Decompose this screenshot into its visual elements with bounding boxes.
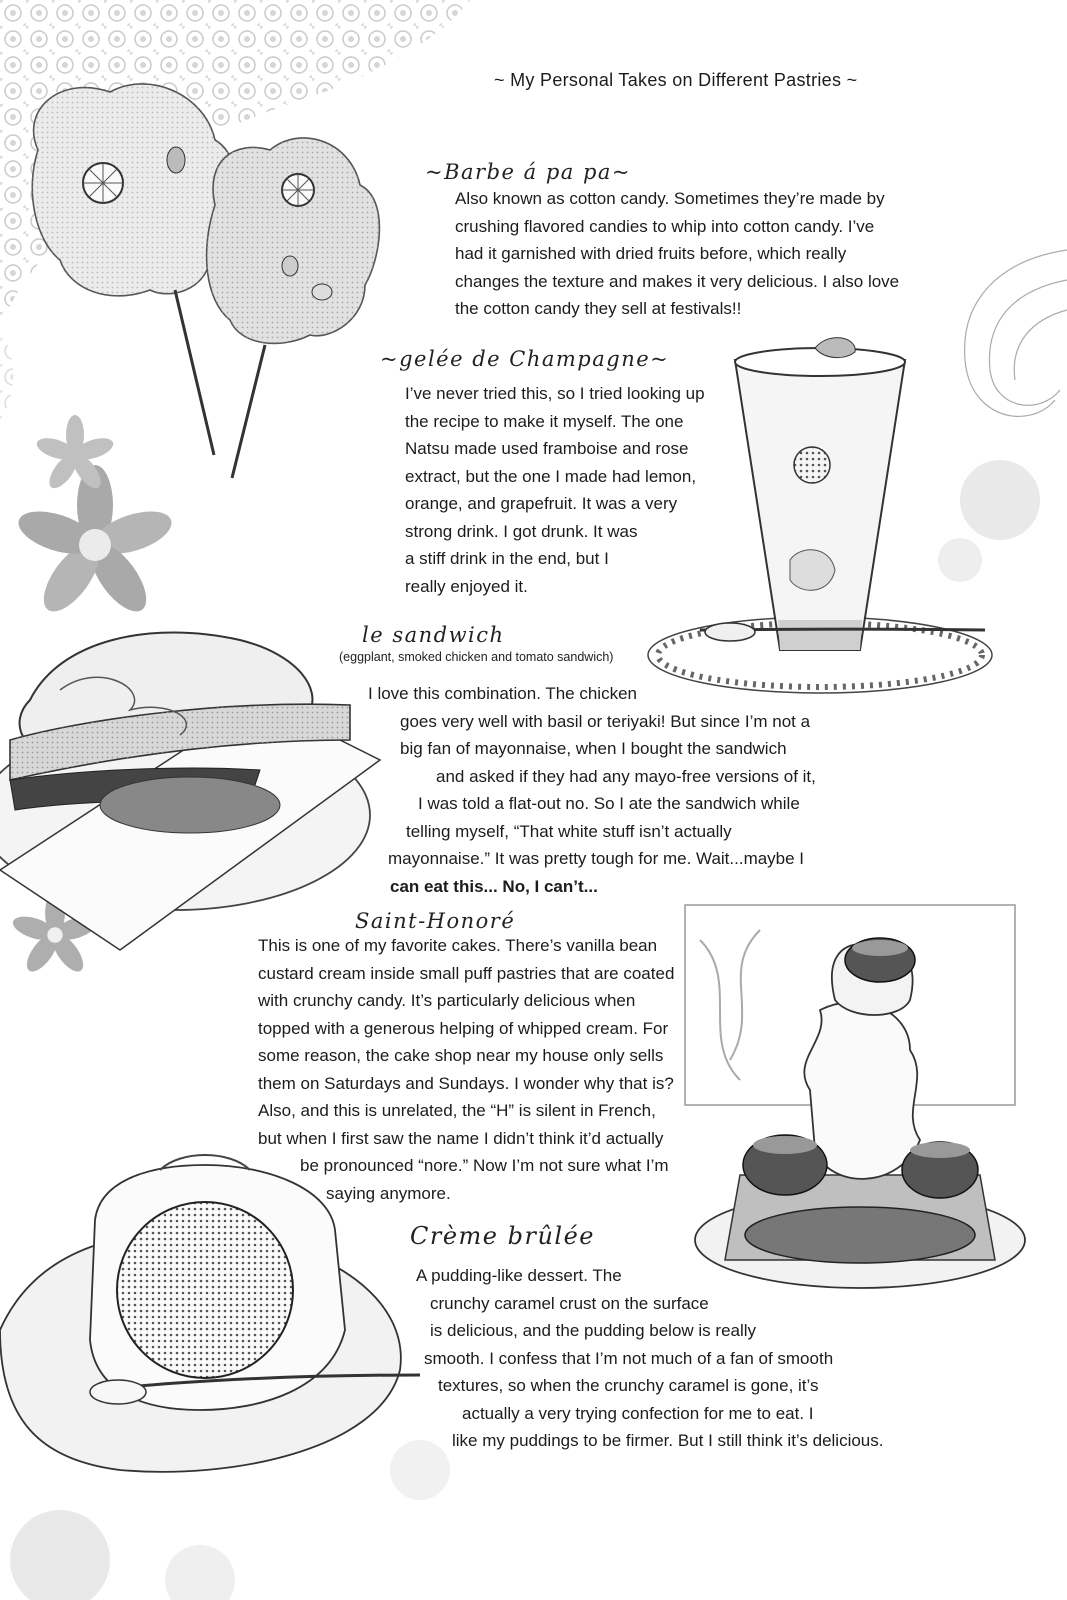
paragraph-gelee-de-champagne: I’ve never tried this, so I tried looking up the recipe to make it myself. The one Natsu made used framboise and rose extract, but the one I made had lemon, orange, and grapefruit. It was a very strong drink. I got drunk. It was a stiff drink in the end, but I really enjoyed it. bbox=[405, 384, 705, 596]
subheading-le-sandwich: (eggplant, smoked chicken and tomato sandwich) bbox=[339, 650, 614, 664]
heading-le-sandwich: le sandwich bbox=[362, 623, 505, 647]
paragraph-creme-brulee: A pudding-like dessert. The crunchy caramel crust on the surface is delicious, and the pudding below is really smooth. I confess that I’m not much of a fan of smooth textures, so when the crunchy caramel is gone, it’s actually a very trying confection for me to eat. I like my puddings to be firmer. But I still think it’s delicious. bbox=[416, 1266, 884, 1450]
cotton-candy-illustration bbox=[32, 84, 379, 478]
heading-creme-brulee: Crème brûlée bbox=[410, 1222, 596, 1250]
paragraph-le-sandwich: I love this combination. The chicken goes very well with basil or teriyaki! But since I’m not a big fan of mayonnaise, when I bought the sandwich and asked if they had any mayo-free versions of it, I was told a flat-out no. So I ate the sandwich while telling myself, “That white stuff isn’t actually mayonnaise.” It was pretty tough for me. Wait...maybe I can eat this... No, I can’t... bbox=[368, 684, 816, 896]
heading-saint-honore: Saint-Honoré bbox=[355, 909, 516, 933]
sandwich-plate-illustration bbox=[0, 633, 380, 951]
paragraph-barbe-a-papa: Also known as cotton candy. Sometimes they’re made by crushing flavored candies to whip into cotton candy. I’ve had it garnished with dried fruits before, which really changes the texture and makes it very delicious. I also love the cotton candy they sell at festivals!! bbox=[455, 189, 900, 318]
swirl-ornament bbox=[938, 250, 1067, 582]
saint-honore-cake-illustration bbox=[685, 905, 1025, 1288]
page-title: ~ My Personal Takes on Different Pastries ~ bbox=[494, 70, 858, 90]
heading-barbe-a-papa: ~Barbe á pa pa~ bbox=[425, 160, 632, 184]
heading-gelee-de-champagne: ~gelée de Champagne~ bbox=[380, 347, 670, 371]
paragraph-saint-honore: This is one of my favorite cakes. There’s vanilla bean custard cream inside small puff pastries that are coated with crunchy candy. It’s particularly delicious when topped with a generous helping of whipped cream. For some reason, the cake shop near my house only sells them on Saturdays and Sundays. I wonder why that is? Also, and this is unrelated, the “H” is silent in French, but when I first saw the name I didn’t think it’d actually be pronounced “nore.” Now I’m not sure what I’m saying anymore. bbox=[258, 936, 675, 1203]
